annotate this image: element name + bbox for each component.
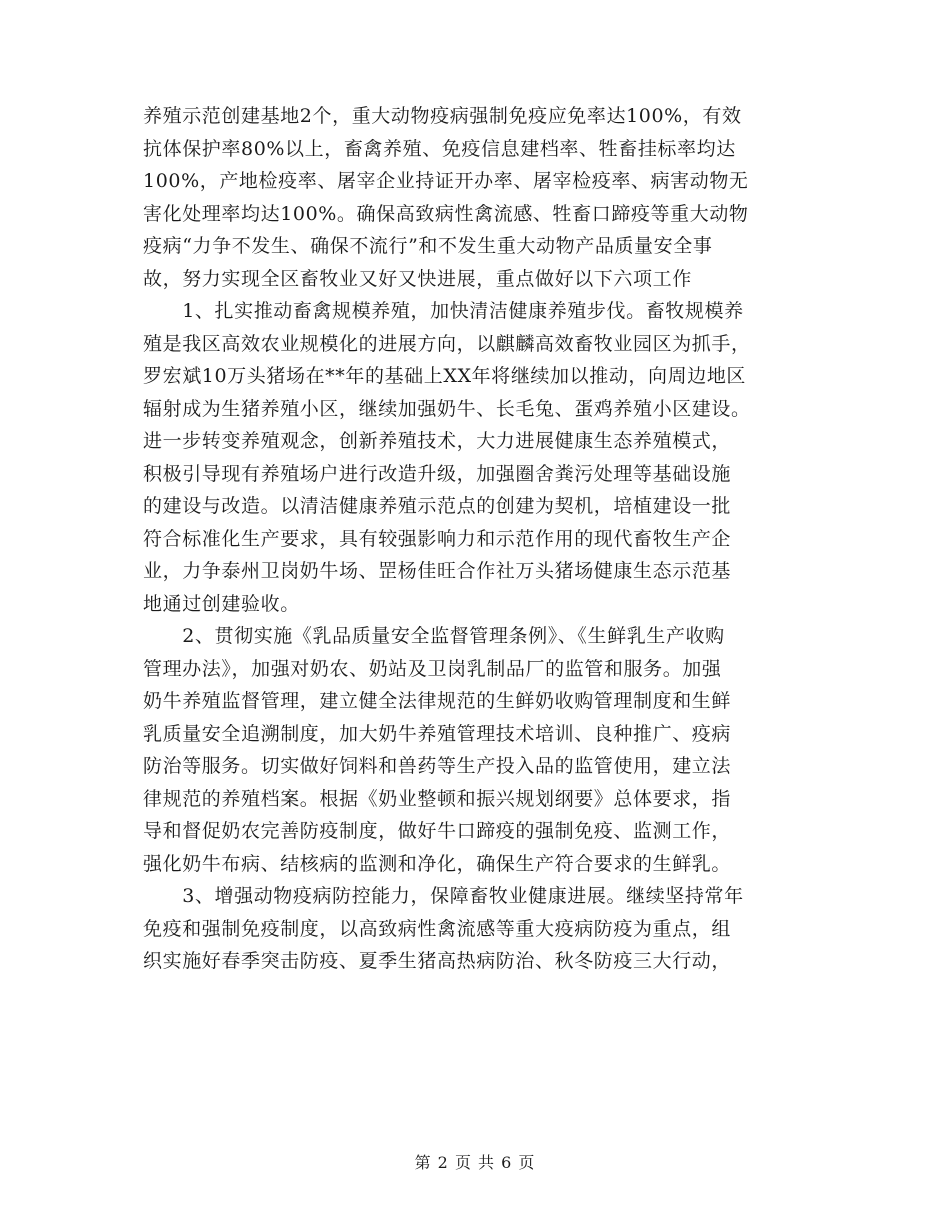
text-line: 罗宏斌10万头猪场在**年的基础上XX年将继续加以推动，向周边地区 — [143, 365, 747, 387]
text-line: 的建设与改造。以清洁健康养殖示范点的创建为契机，培植建设一批 — [143, 495, 732, 517]
text-line: 2、贯彻实施《乳品质量安全监督管理条例》、《生鲜乳生产收购 — [143, 625, 725, 647]
text-line: 织实施好春季突击防疫、夏季生猪高热病防治、秋冬防疫三大行动， — [143, 950, 732, 972]
text-line: 养殖示范创建基地2个，重大动物疫病强制免疫应免率达100%，有效 — [143, 105, 742, 127]
text-line: 殖是我区高效农业规模化的进展方向，以麒麟高效畜牧业园区为抓手， — [143, 332, 751, 355]
text-line: 抗体保护率80%以上，畜禽养殖、免疫信息建档率、牲畜挂标率均达 — [143, 137, 736, 160]
text-line: 奶牛养殖监督管理，建立健全法律规范的生鲜奶收购管理制度和生鲜 — [143, 690, 732, 712]
text-line: 管理办法》，加强对奶农、奶站及卫岗乳制品厂的监管和服务。加强 — [143, 657, 722, 680]
text-line: 积极引导现有养殖场户进行改造升级，加强圈舍粪污处理等基础设施 — [143, 462, 732, 485]
text-line: 乳质量安全追溯制度，加大奶牛养殖管理技术培训、良种推广、疫病 — [143, 722, 732, 745]
text-line: 防治等服务。切实做好饲料和兽药等生产投入品的监管使用，建立法 — [143, 755, 732, 777]
text-line: 故，努力实现全区畜牧业又好又快进展，重点做好以下六项工作 — [143, 267, 692, 290]
text-line: 辐射成为生猪养殖小区，继续加强奶牛、长毛兔、蛋鸡养殖小区建设。 — [143, 397, 751, 420]
text-line: 1、扎实推动畜禽规模养殖，加快清洁健康养殖步伐。畜牧规模养 — [143, 300, 744, 322]
text-line: 进一步转变养殖观念，创新养殖技术，大力进展健康生态养殖模式， — [143, 430, 732, 452]
text-line: 业，力争泰州卫岗奶牛场、罡杨佳旺合作社万头猪场健康生态示范基 — [143, 560, 732, 582]
text-line: 免疫和强制免疫制度，以高致病性禽流感等重大疫病防疫为重点，组 — [143, 917, 732, 940]
text-line: 符合标准化生产要求，具有较强影响力和示范作用的现代畜牧生产企 — [143, 527, 732, 550]
text-line: 地通过创建验收。 — [143, 592, 300, 615]
text-line: 100%，产地检疫率、屠宰企业持证开办率、屠宰检疫率、病害动物无 — [143, 170, 749, 192]
text-line: 害化处理率均达100%。确保高致病性禽流感、牲畜口蹄疫等重大动物 — [143, 202, 749, 225]
text-line: 3、增强动物疫病防控能力，保障畜牧业健康进展。继续坚持常年 — [143, 885, 744, 907]
page-number-footer: 第 2 页 共 6 页 — [414, 1153, 536, 1172]
text-line: 疫病“力争不发生、确保不流行”和不发生重大动物产品质量安全事 — [143, 235, 713, 257]
text-line: 导和督促奶农完善防疫制度，做好牛口蹄疫的强制免疫、监测工作， — [143, 820, 732, 842]
document-body — [143, 100, 811, 978]
text-line: 强化奶牛布病、结核病的监测和净化，确保生产符合要求的生鲜乳。 — [143, 852, 732, 875]
text-line: 律规范的养殖档案。根据《奶业整顿和振兴规划纲要》总体要求，指 — [143, 787, 732, 810]
